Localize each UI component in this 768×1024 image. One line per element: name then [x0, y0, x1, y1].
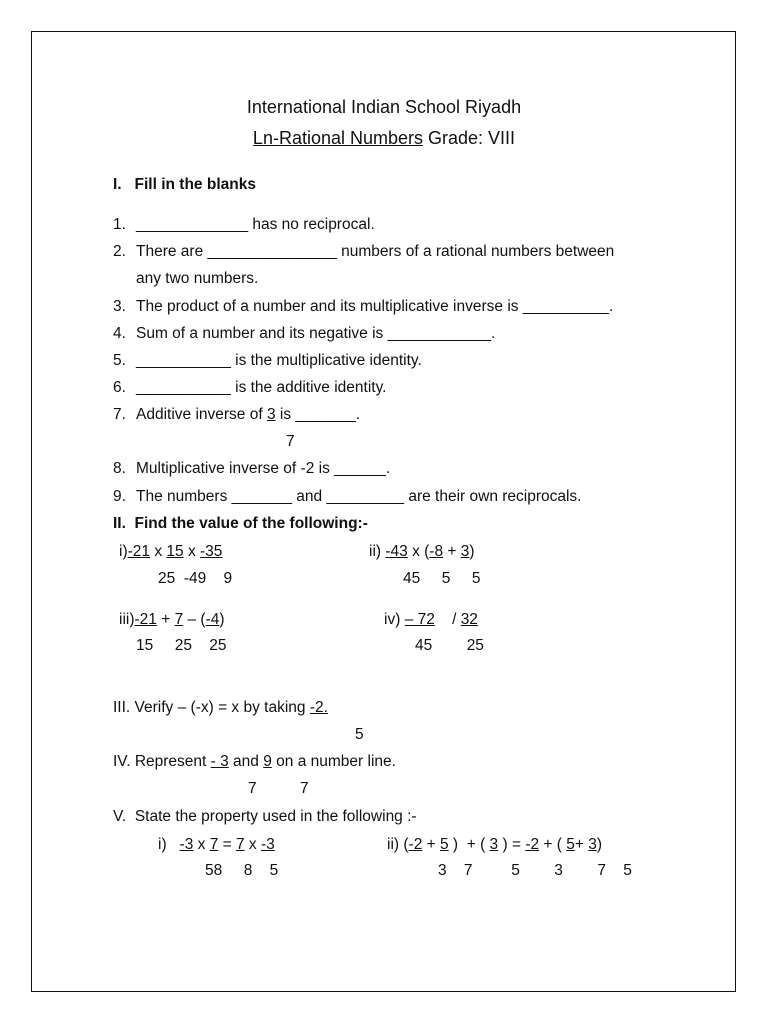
expression-i-denominators: 25 -49 9 — [158, 570, 233, 587]
list-item: 9. — [113, 488, 126, 505]
section-5-heading: V. State the property used in the following :- — [113, 808, 417, 825]
list-item: 3. — [113, 298, 126, 315]
section-4-denominator-2: 7 — [300, 780, 309, 797]
property-ii-denominators: 3 7 5 3 7 5 — [438, 862, 632, 879]
section-4-denominator-1: 7 — [248, 780, 257, 797]
expression-iii: iii)-21 + 7 – (-4) — [119, 611, 225, 628]
expression-ii-denominators: 45 5 5 — [403, 570, 481, 587]
list-item: 8. — [113, 460, 126, 477]
property-i: i) -3 x 7 = 7 x -3 — [158, 836, 275, 853]
expression-iv-denominators: 45 25 — [415, 637, 484, 654]
list-item-text: _____________ has no reciprocal. — [136, 216, 375, 233]
fraction-denominator: 7 — [286, 433, 295, 450]
list-item: 2. — [113, 243, 126, 260]
expression-i: i)-21 x 15 x -35 — [119, 543, 223, 560]
grade-label: Grade: VIII — [428, 128, 516, 148]
list-item: 7. — [113, 406, 126, 423]
subject-title: Ln-Rational Numbers — [252, 128, 424, 148]
property-ii: ii) (-2 + 5 ) + ( 3 ) = -2 + ( 5+ 3) — [387, 836, 603, 853]
fraction-numerator: 3 — [266, 406, 276, 423]
property-i-denominators: 58 8 5 — [205, 862, 279, 879]
list-item-text: The numbers _______ and _________ are their own reciprocals. — [136, 488, 582, 505]
expression-ii: ii) -43 x (-8 + 3) — [369, 543, 475, 560]
list-item-text: Additive inverse of 3 is _______. — [136, 406, 361, 423]
list-item-text: any two numbers. — [136, 270, 259, 287]
list-item-text: There are _______________ numbers of a rational numbers between — [136, 243, 615, 260]
section-3-denominator: 5 — [355, 726, 364, 743]
list-item: 4. — [113, 325, 126, 342]
list-item: 6. — [113, 379, 126, 396]
worksheet-title — [253, 127, 515, 149]
expression-iv: iv) – 72 / 32 — [384, 611, 478, 628]
section-1-heading: I. Fill in the blanks — [113, 176, 256, 193]
section-3-question: III. Verify – (-x) = x by taking -2. — [113, 699, 328, 716]
section-4-question: IV. Represent - 3 and 9 on a number line. — [113, 753, 396, 770]
expression-iii-denominators: 15 25 25 — [136, 637, 227, 654]
list-item: 5. — [113, 352, 126, 369]
list-item-text: Multiplicative inverse of -2 is ______. — [136, 460, 391, 477]
list-item-text: ___________ is the additive identity. — [136, 379, 387, 396]
school-name: International Indian School Riyadh — [246, 97, 522, 117]
list-item-text: ___________ is the multiplicative identity. — [136, 352, 422, 369]
section-2-heading: II. Find the value of the following:- — [113, 515, 368, 532]
list-item-text: Sum of a number and its negative is ____________. — [136, 325, 496, 342]
list-item-text: The product of a number and its multiplicative inverse is __________. — [136, 298, 614, 315]
list-item: 1. — [113, 216, 126, 233]
